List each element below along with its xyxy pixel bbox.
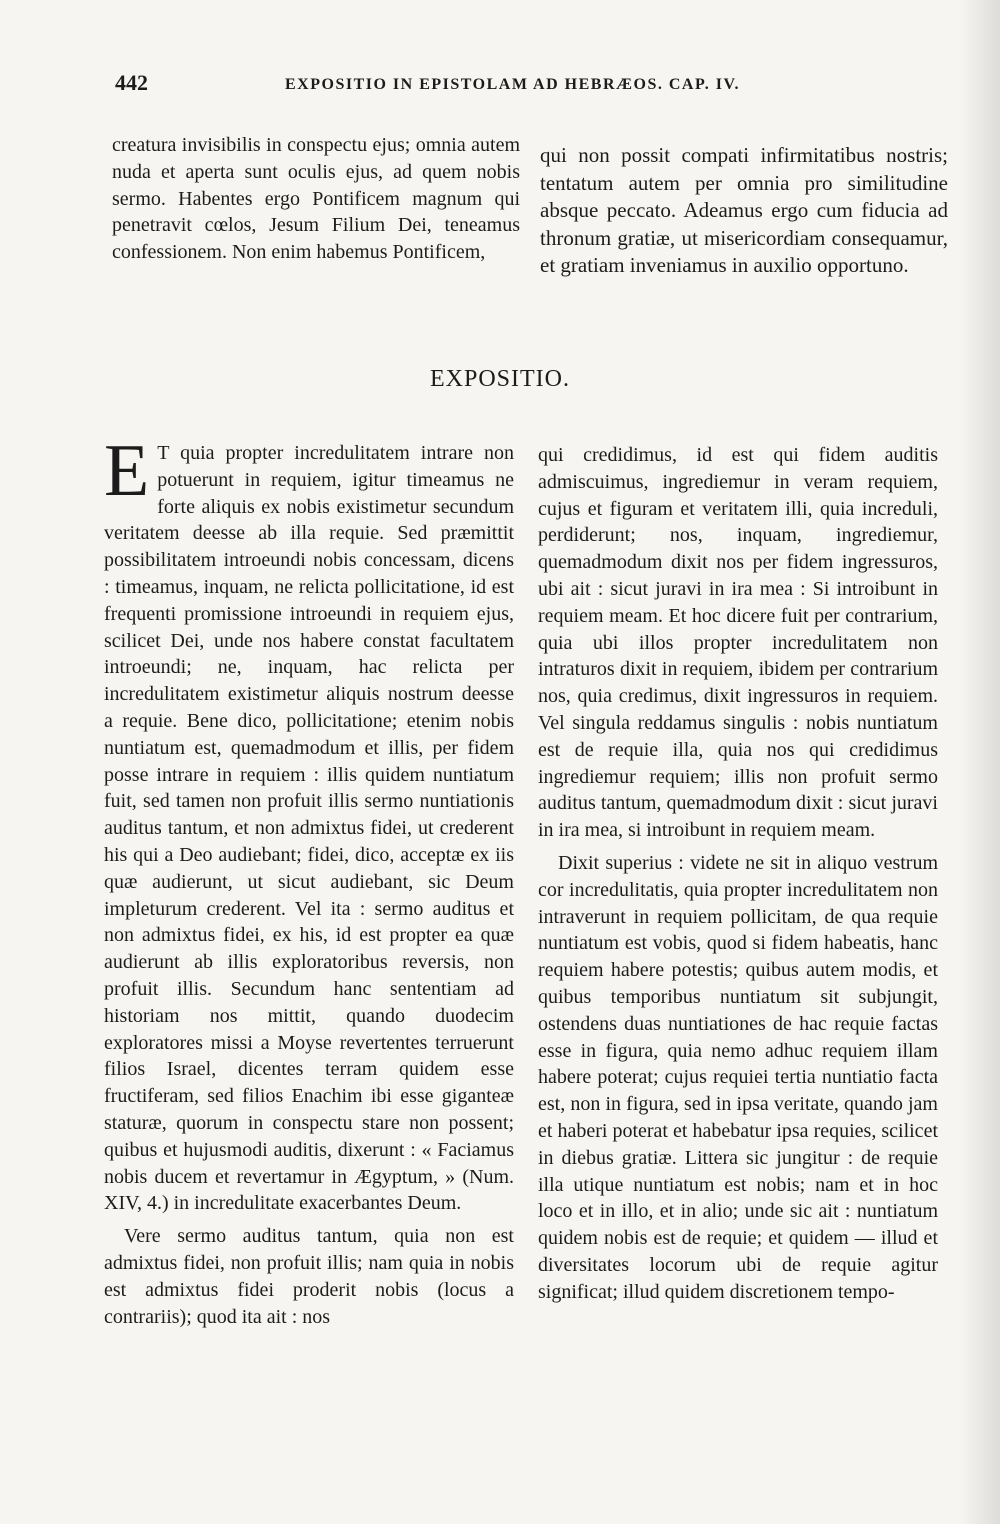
paragraph-text: T quia propter incredulitatem intrare non potuerunt in requiem, igitur timeamus ne forte aliquis ex nobis existimetur secundum veritatem deesse ab illa requie. Sed præmittit possibilitatem introeundi nobis concessam, dicens : timeamus, inquam, ne relicta pollicitatione, id est frequenti promissione introeundi in requiem ejus, scilicet Dei, unde nos habere constat facultatem introeundi; ne, inquam, hac relicta per incredulitatem existimetur aliquis nostrum deesse a requie. Bene dico, pollicitatione; etenim nobis nuntiatum est, quemadmodum et illis, per fidem posse intrare in requiem : illis quidem nuntiatum fuit, sed tamen non profuit illis sermo nuntiationis auditus tantum, et non admixtus fidei, ut crederent his qui a Deo audiebant; fidei, dico, acceptæ ex iis quæ audierunt, ut sicut audiebant, sic Deum impleturum crederent. Vel ita : sermo auditus et non admixtus fidei, ex his, id est propter ea quæ audierunt ab illis exploratoribus reversis, non profuit illis. Secundum hanc sententiam ad historiam nos mittit, quando duodecim exploratores missi a Moyse revertentes terruerunt filios Israel, dicentes terram quidem esse fructiferam, sed filios Enachim ibi esse giganteæ staturæ, quorum in conspectu stare non possent; quibus et hujusmodi auditis, dixerunt : « Faciamus nobis ducem et revertamur in Ægyptum, » (Num. XIV, 4.) in incredulitate exacerbantes Deum. — [104, 442, 514, 1215]
commentary-paragraph: Vere sermo auditus tantum, quia non est admixtus fidei, non profuit illis; nam quia in nobis est admixtus fidei proderit nobis (locus a contrariis); quod ita ait : nos — [104, 1225, 514, 1328]
page-header — [115, 70, 975, 106]
drop-cap: E — [104, 430, 150, 512]
running-title: EXPOSITIO IN EPISTOLAM AD HEBRÆOS. CAP. IV. — [285, 76, 740, 93]
commentary-left-column — [104, 430, 514, 1330]
scripture-text-right: qui non possit compati infirmitatibus nostris; tentatum autem per omnia pro similitudine absque peccato. Adeamus ergo cum fiducia ad thronum gratiæ, ut misericordiam consequamur, et gratiam inveniamus in auxilio opportuno. — [540, 143, 948, 278]
section-title: EXPOSITIO. — [430, 366, 570, 392]
page-number: 442 — [115, 70, 148, 95]
commentary-paragraph: Dixit superius : videte ne sit in aliquo vestrum cor incredulitatis, quia propter incredulitatem non intraverunt in requiem pollicitam, de qua requie nuntiatum est vobis, quod si fidem habeatis, hanc requiem habere potestis; quibus autem modis, et quibus temporibus nuntiatum sit subjungit, ostendens duas nuntiationes de hac requie factas esse in figura, quia nemo adhuc requiem illam habere poterat; cujus requiei tertia nuntiatio facta est, non in figura, sed in ipsa veritate, quando jam et haberi poterat et habebatur ipsa requies, scilicet in diebus gratiæ. Littera sic jungitur : de requie illa utique nuntiatum est nobis; nam et in hoc loco et in illo, et in alio; unde sic ait : nuntiatum quidem nobis est de requie; et quidem — illud et diversitates locorum ubi de requie agitur significat; illud quidem discretionem tempo- — [538, 851, 938, 1303]
commentary-paragraph: qui credidimus, id est qui fidem auditis admiscuimus, ingrediemur in veram requiem, cujus et figuram et veritatem illi, quia increduli, perdiderunt; nos, inquam, ingrediemur, quemadmodum dixit nos per fidem ingressuros, ubi ait : sicut juravi in ira mea : Si introibunt in requiem meam. Et hoc dicere fuit per contrarium, quia ubi illos propter incredulitatem non intraturos dixit in requiem, ibidem per contrarium nos, quia credimus, dixit ingressuros in requiem. Vel singula reddamus singulis : nobis nuntiatum est de requie illa, quia nos qui credidimus ingrediemur requiem; illis non profuit sermo auditus tantum, quemadmodum dixit : sicut juravi in ira mea, si introibunt in requiem meam. — [538, 444, 938, 842]
commentary-right-column — [538, 442, 938, 1306]
page-gutter-shadow — [960, 0, 1000, 1524]
scripture-text-left: creatura invisibilis in conspectu ejus; omnia autem nuda et aperta sunt oculis ejus, ad quem nobis sermo. Habentes ergo Pontificem magnum qui penetravit cœlos, Jesum Filium Dei, teneamus confessionem. Non enim habemus Pontificem, — [112, 134, 520, 264]
commentary-paragraph — [104, 430, 514, 1217]
